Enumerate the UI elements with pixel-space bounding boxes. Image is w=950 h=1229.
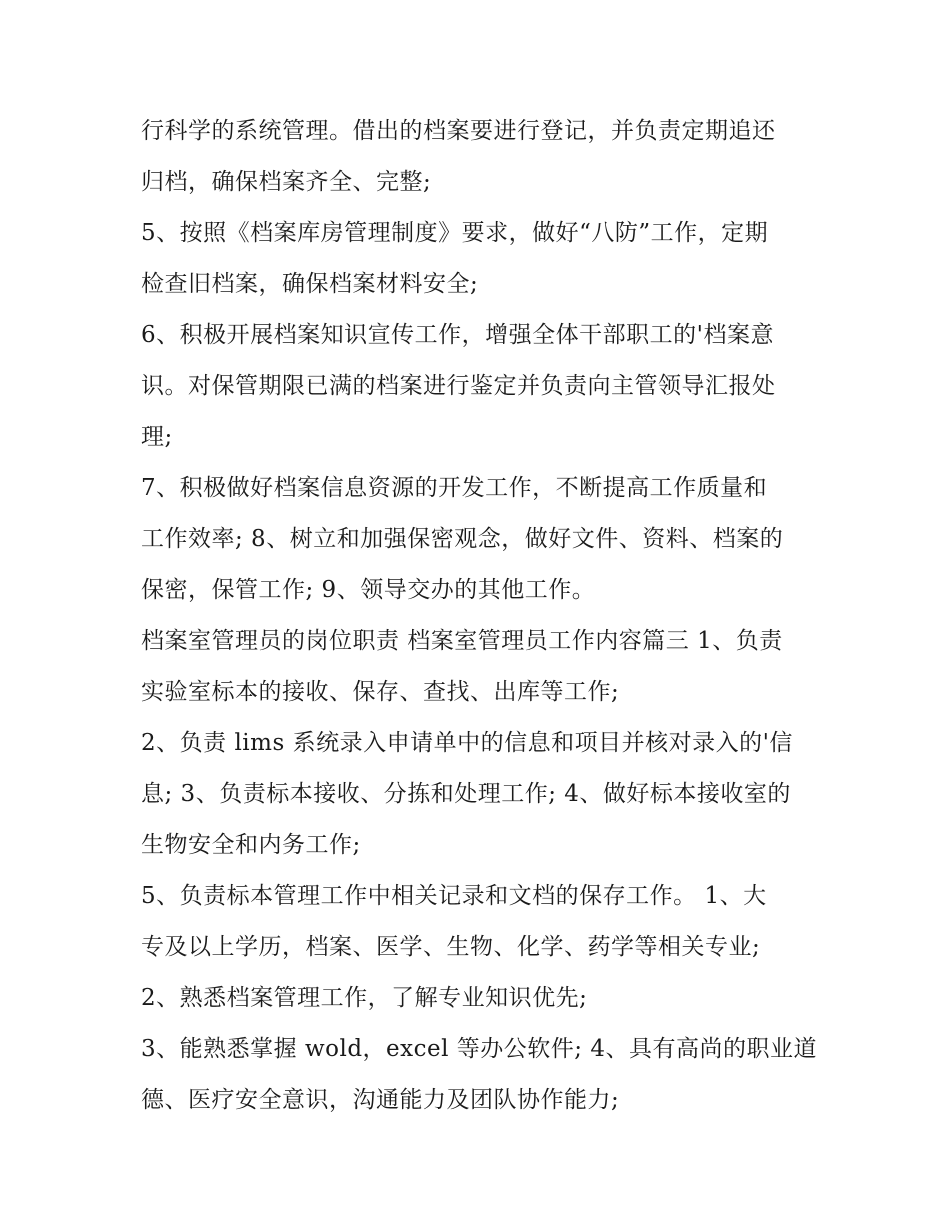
text-line: 生物安全和内务工作; (141, 832, 361, 858)
text-line: 2、熟悉档案管理工作，了解专业知识优先; (141, 985, 588, 1011)
text-line: 德、医疗安全意识，沟通能力及团队协作能力; (141, 1087, 620, 1113)
text-line: 行科学的系统管理。借出的档案要进行登记，并负责定期追还 (141, 118, 776, 144)
text-line: 5、负责标本管理工作中相关记录和文档的保存工作。 1、大 (141, 883, 767, 909)
text-line: 息; 3、负责标本接收、分拣和处理工作; 4、做好标本接收室的 (141, 781, 791, 807)
text-line: 理; (141, 424, 173, 450)
text-line: 2、负责 lims 系统录入申请单中的信息和项目并核对录入的'信 (141, 730, 793, 756)
text-line: 7、积极做好档案信息资源的开发工作，不断提高工作质量和 (141, 475, 768, 501)
text-line: 6、积极开展档案知识宣传工作，增强全体干部职工的'档案意 (141, 322, 774, 348)
text-line: 识。对保管期限已满的档案进行鉴定并负责向主管领导汇报处 (141, 373, 776, 399)
text-line: 3、能熟悉掌握 wold，excel 等办公软件; 4、具有高尚的职业道 (141, 1036, 817, 1062)
text-line: 实验室标本的接收、保存、查找、出库等工作; (141, 679, 620, 705)
document-body (141, 106, 821, 1126)
text-line: 5、按照《档案库房管理制度》要求，做好“八防”工作，定期 (141, 220, 769, 246)
text-line: 档案室管理员的岗位职责 档案室管理员工作内容篇三 1、负责 (141, 628, 783, 654)
text-line: 保密，保管工作; 9、领导交办的其他工作。 (141, 577, 596, 603)
text-line: 检查旧档案，确保档案材料安全; (141, 271, 479, 297)
text-line: 工作效率; 8、树立和加强保密观念，做好文件、资料、档案的 (141, 526, 784, 552)
text-line: 专及以上学历，档案、医学、生物、化学、药学等相关专业; (141, 934, 761, 960)
text-line: 归档，确保档案齐全、完整; (141, 169, 432, 195)
